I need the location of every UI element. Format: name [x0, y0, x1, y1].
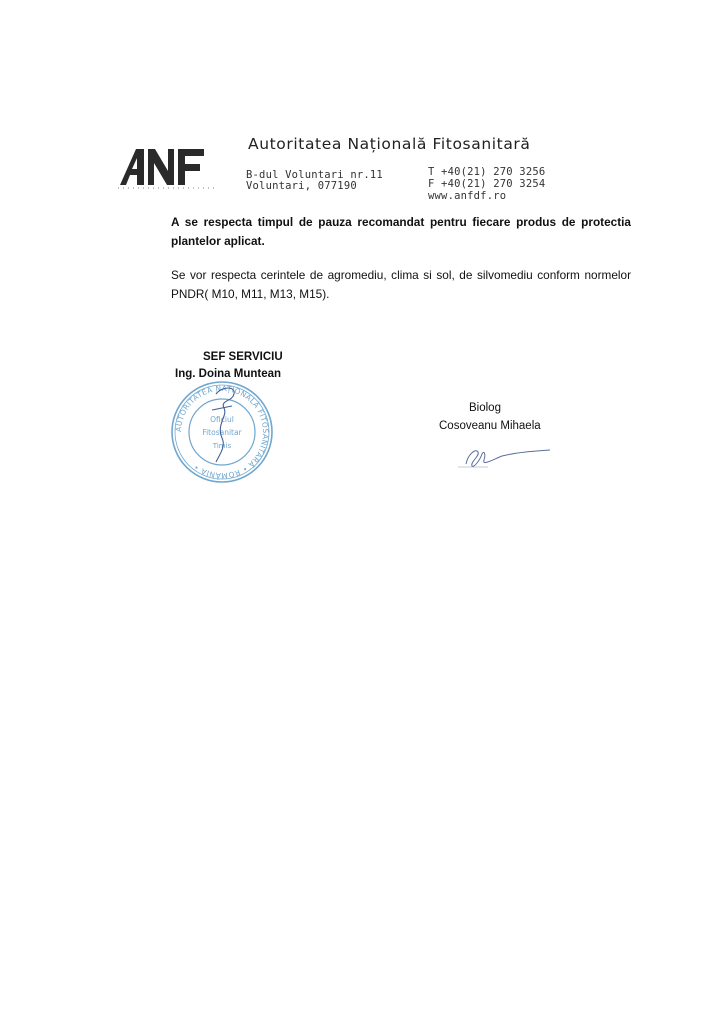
official-stamp — [170, 380, 274, 484]
right-signatory-name: Cosoveanu Mihaela — [439, 420, 541, 432]
handwritten-signature — [452, 440, 552, 470]
left-signatory-name: Ing. Doina Muntean — [175, 368, 282, 380]
website: www.anfdf.ro — [428, 190, 507, 202]
right-signatory-title: Biolog — [469, 402, 501, 414]
fax-number: F +40(21) 270 3254 — [428, 178, 546, 190]
paragraph-agri-environment: Se vor respecta cerintele de agromediu, clima si sol, de silvomediu conform normelor PNDR( M10, M11, M13, M15). — [171, 268, 631, 301]
left-signatory-title: SEF SERVICIU — [203, 351, 283, 363]
address-line-2: Voluntari, 077190 — [246, 180, 357, 192]
stamp-line-2: Fitosanitar — [202, 428, 242, 437]
anf-logo — [18, 45, 218, 189]
phone-number: T +40(21) 270 3256 — [428, 166, 546, 178]
stamp-outer-text: AUTORITATEA NAȚIONALĂ FITOSANITARĂ • ROMÂNIA • — [173, 383, 271, 481]
address-line-1: B-dul Voluntari nr.11 — [246, 169, 383, 181]
organization-name: Autoritatea Națională Fitosanitară — [248, 135, 531, 153]
stamp-line-1: Oficiul — [210, 415, 234, 424]
stamp-line-3: Timis — [212, 442, 232, 450]
logo-text: ANF — [18, 45, 20, 46]
paragraph-waiting-period: A se respecta timpul de pauza recomandat pentru fiecare produs de protectia plantelor aplicat. — [171, 215, 631, 248]
